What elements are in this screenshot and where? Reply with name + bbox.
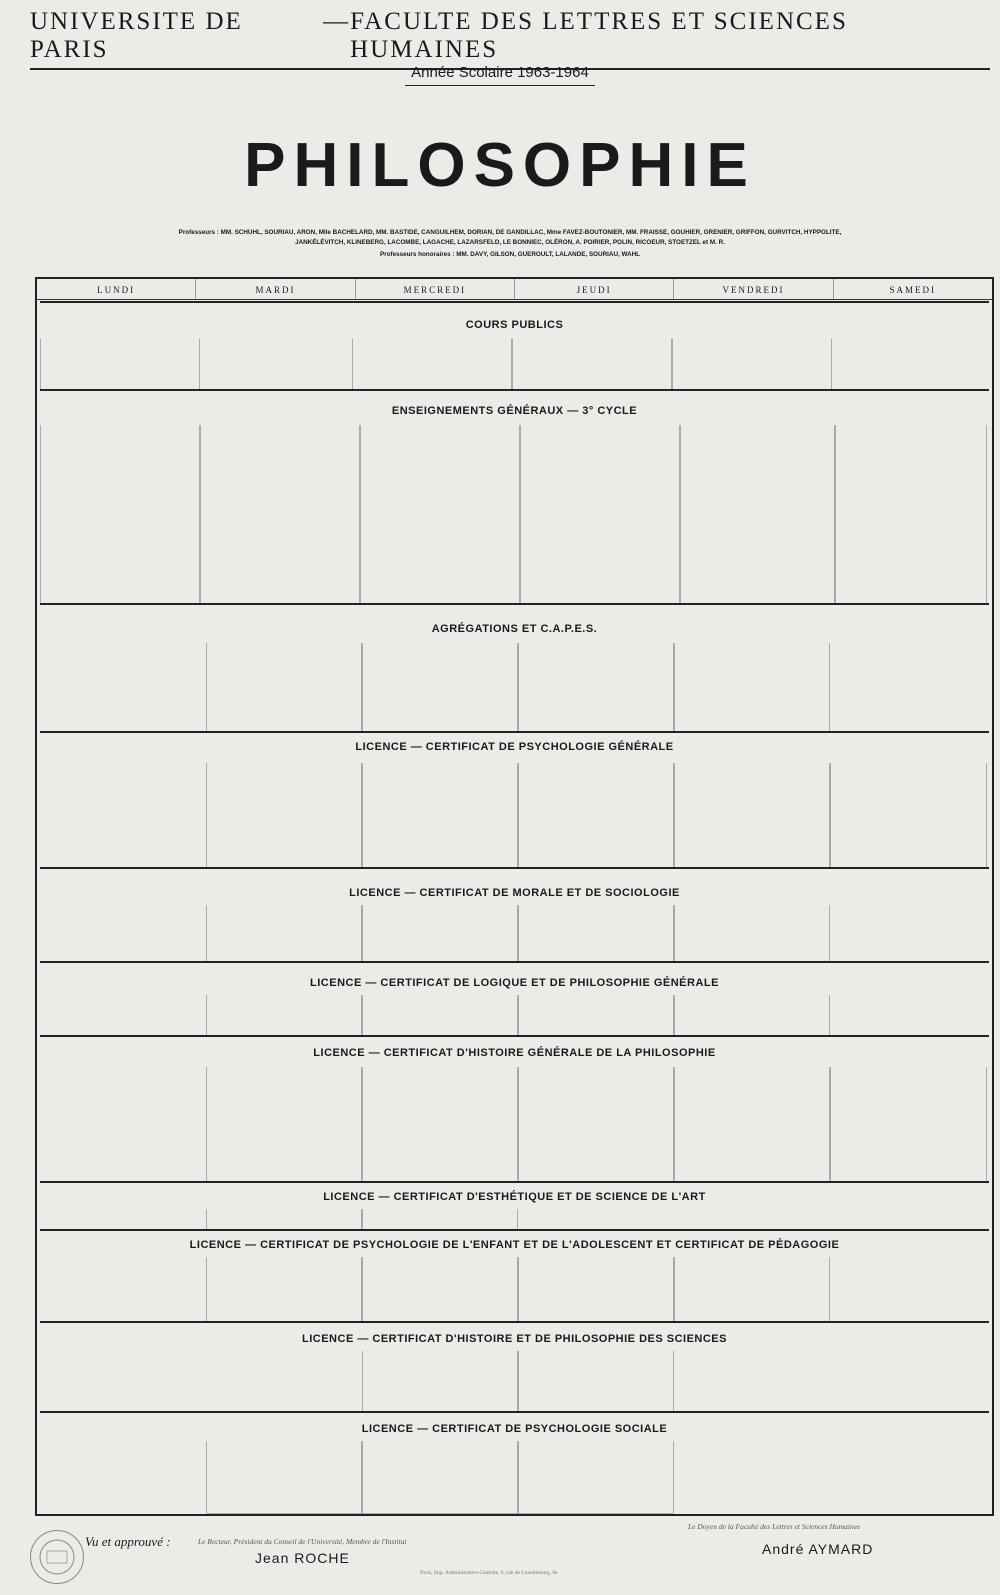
schedule-cell <box>680 425 835 605</box>
schedule-cell <box>206 1209 362 1231</box>
schedule-cell <box>674 1067 830 1183</box>
schedule-cell <box>518 905 674 963</box>
day-thursday: JEUDI <box>514 279 673 299</box>
schedule-cell <box>518 1067 674 1183</box>
schedule-cell <box>206 1441 362 1514</box>
section-psychologie-generale: LICENCE — CERTIFICAT DE PSYCHOLOGIE GÉNÉRALE <box>40 731 989 869</box>
schedule-cell <box>362 763 518 869</box>
schedule-cell <box>518 643 674 733</box>
approved-label: Vu et approuvé : <box>85 1534 171 1549</box>
schedule-cell <box>674 905 830 963</box>
professors-line-1: Professeurs : MM. SCHUHL, SOURIAU, ARON, Mlle BACHELARD, MM. BASTIDE, CANGUILHEM, DORIAN, DE GANDILLAC, Mme FAVEZ-BOUTONIER, MM. FRAISSE, GOUHIER, GRENIER, GRIFFON, GURVITCH, HYPPOLITE, <box>178 229 842 236</box>
section-histoire-philosophie: LICENCE — CERTIFICAT D'HISTOIRE GÉNÉRALE DE LA PHILOSOPHIE <box>40 1035 989 1183</box>
honorary-professors: Professeurs honoraires : MM. DAVY, GILSON, GUEROULT, LALANDE, SOURIAU, WAHL <box>379 251 641 258</box>
stamp-seal-icon <box>37 1537 77 1577</box>
section-logique: LICENCE — CERTIFICAT DE LOGIQUE ET DE PHILOSOPHIE GÉNÉRALE <box>40 961 989 1037</box>
schedule-cell <box>362 1067 518 1183</box>
day-tuesday: MARDI <box>195 279 354 299</box>
schedule-cell <box>674 643 830 733</box>
schedule-cell <box>674 763 830 869</box>
poster-title: PHILOSOPHIE <box>244 131 756 200</box>
day-wednesday: MERCREDI <box>355 279 514 299</box>
section-enseignements-generaux: ENSEIGNEMENTS GÉNÉRAUX — 3° CYCLE <box>40 389 989 605</box>
dean-name: André AYMARD <box>762 1541 874 1557</box>
schedule-cell <box>362 905 518 963</box>
schedule-cell <box>206 905 362 963</box>
schedule-cell <box>674 995 830 1037</box>
faculty-name: FACULTE DES LETTRES ET SCIENCES HUMAINES <box>350 8 848 63</box>
section-esthetique: LICENCE — CERTIFICAT D'ESTHÉTIQUE ET DE SCIENCE DE L'ART <box>40 1181 989 1231</box>
day-saturday: SAMEDI <box>833 279 992 299</box>
printer-line: Paris, Imp. Administrative Centrale, 6, rue de Luxembourg, 6e <box>420 1570 558 1576</box>
section-morale-sociologie: LICENCE — CERTIFICAT DE MORALE ET DE SOCIOLOGIE <box>40 867 989 963</box>
schedule-table <box>35 277 994 1516</box>
schedule-cell <box>674 1257 830 1323</box>
university-stamp <box>30 1530 84 1584</box>
day-monday: LUNDI <box>97 285 136 295</box>
professors-line-2: JANKÉLÉVITCH, KLINEBERG, LACOMBE, LAGACHE, LAZARSFELD, LE BONNIEC, OLÉRON, A. POIRIER, POLIN, RICOEUR, STOETZEL et M. R. <box>295 239 725 246</box>
day-header-row <box>37 279 992 300</box>
section-psychologie-enfant: LICENCE — CERTIFICAT DE PSYCHOLOGIE DE L'ENFANT ET DE L'ADOLESCENT ET CERTIFICAT DE PÉDAGOGIE <box>40 1229 989 1323</box>
schedule-cell <box>206 1257 362 1323</box>
day-friday: VENDREDI <box>673 279 832 299</box>
section-cours-publics: COURS PUBLICS <box>40 301 989 391</box>
schedule-cell <box>518 763 674 869</box>
schedule-cell <box>206 763 362 869</box>
schedule-cell <box>360 425 520 605</box>
university-name: UNIVERSITE DE PARIS <box>30 8 243 63</box>
schedule-cell <box>362 995 518 1037</box>
section-agregations: AGRÉGATIONS ET C.A.P.E.S. <box>40 603 989 733</box>
schedule-cell <box>362 1209 518 1231</box>
schedule-cell <box>362 643 518 733</box>
schedule-cell <box>362 1351 518 1413</box>
schedule-cell <box>512 339 672 391</box>
dean-title: Le Doyen de la Faculté des Lettres et Sciences Humaines <box>688 1522 860 1531</box>
schedule-cell <box>206 643 362 733</box>
schedule-cell <box>518 1351 674 1413</box>
section-psychologie-sociale: LICENCE — CERTIFICAT DE PSYCHOLOGIE SOCIALE <box>40 1411 989 1514</box>
schedule-cell <box>518 1441 674 1514</box>
schedule-cell <box>362 1441 518 1514</box>
schedule-cell <box>518 995 674 1037</box>
schedule-cell <box>672 339 832 391</box>
rector-name: Jean ROCHE <box>255 1550 350 1566</box>
schedule-cell <box>40 425 200 605</box>
schedule-cell <box>830 763 987 869</box>
schedule-cell <box>362 1257 518 1323</box>
university-header <box>30 8 990 70</box>
schedule-cell <box>206 995 362 1037</box>
schedule-cell <box>352 339 512 391</box>
schedule-cell <box>200 425 360 605</box>
schedule-cell <box>520 425 680 605</box>
academic-year: Année Scolaire 1963-1964 <box>0 64 1000 81</box>
schedule-cell <box>830 1067 987 1183</box>
section-histoire-sciences: LICENCE — CERTIFICAT D'HISTOIRE ET DE PHILOSOPHIE DES SCIENCES <box>40 1321 989 1413</box>
rector-title: Le Recteur, Président du Conseil de l'Université, Membre de l'Institut <box>198 1537 407 1546</box>
schedule-cell <box>40 339 200 391</box>
schedule-cell <box>518 1257 674 1323</box>
schedule-cell <box>206 1067 362 1183</box>
schedule-cell <box>835 425 987 605</box>
header-dash: — <box>323 8 351 35</box>
